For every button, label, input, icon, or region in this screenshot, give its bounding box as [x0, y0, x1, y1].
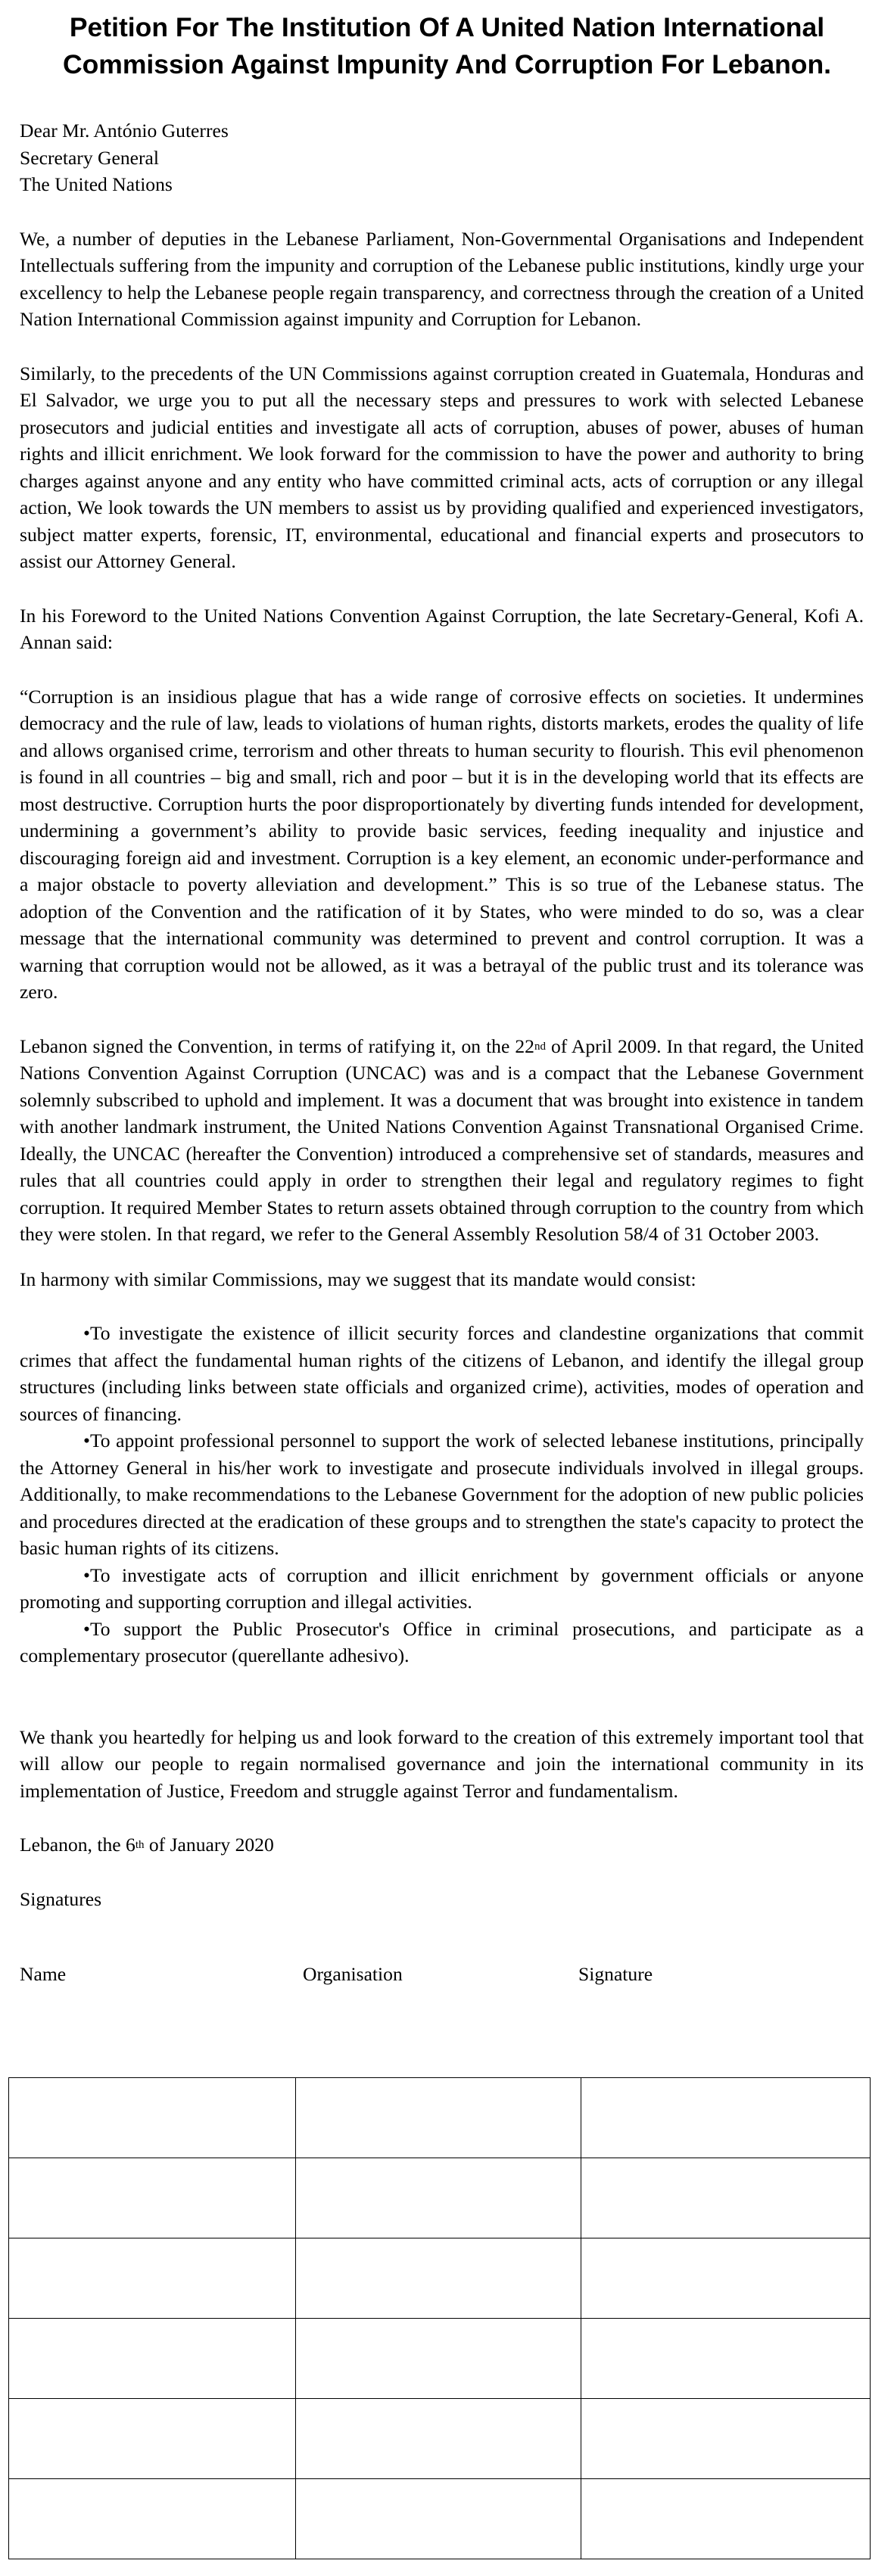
signature-cell[interactable] [581, 2238, 871, 2319]
title-line-1: Petition For The Institution Of A United Nation International [69, 12, 825, 42]
paragraph-intro: We, a number of deputies in the Lebanese Parliament, Non-Governmental Organisations and Independent Intellectuals suffering from the impunity and corruption of the Lebanese public institutions, kindly urge your excellency to help the Lebanese people regain transparency, and correctness through the creation of a United Nation International Commission against impunity and Corruption for Lebanon. [20, 227, 864, 330]
paragraph-quote: “Corruption is an insidious plague that has a wide range of corrosive effects on societies. It undermines democracy and the rule of law, leads to violations of human rights, distorts markets, erodes the quality of life and allows organised crime, terrorism and other threats to human security to flourish. This evil phenomenon is found in all countries – big and small, rich and poor – but it is in the developing world that its effects are most destructive. Corruption hurts the poor disproportionately by diverting funds intended for development, undermining a government’s ability to provide basic services, feeding inequality and injustice and discouraging foreign aid and investment. Corruption is a key element, an economic under-performance and a major obstacle to poverty alleviation and development.” This is so true of the Lebanese status. The adoption of the Convention and the ratification of it by States, who were minded to do so, was a clear message that the international community was determined to prevent and control corruption. It was a warning that corruption would not be allowed, as it was a betrayal of the public trust and its tolerance was zero. [20, 685, 864, 1003]
organisation-cell[interactable] [296, 2078, 581, 2158]
name-cell[interactable] [9, 2158, 296, 2238]
organisation-cell[interactable] [296, 2319, 581, 2399]
mandate-item: •To investigate acts of corruption and illicit enrichment by government officials or anyone promoting and supporting corruption and illegal activities. [20, 1563, 864, 1613]
signature-table [8, 2077, 871, 2559]
organisation-cell[interactable] [296, 2399, 581, 2479]
signature-row [9, 2078, 871, 2158]
date-text-b: of January 2020 [144, 1834, 274, 1856]
signature-cell[interactable] [581, 2078, 871, 2158]
column-header-name: Name [20, 1963, 67, 1985]
signature-table-header [20, 1961, 864, 1988]
title-block [30, 0, 864, 83]
signature-cell[interactable] [581, 2399, 871, 2479]
paragraph-closing: We thank you heartedly for helping us and look forward to the creation of this extremely important tool that will allow our people to regain normalised governance and join the international community in its implementation of Justice, Freedom and struggle against Terror and fundamentalism. [20, 1725, 864, 1802]
name-cell[interactable] [9, 2078, 296, 2158]
convention-text-a: Lebanon signed the Convention, in terms of ratifying it, on the 22 [20, 1034, 534, 1057]
column-header-signature: Signature [578, 1963, 653, 1985]
signature-cell[interactable] [581, 2479, 871, 2559]
signature-row [9, 2238, 871, 2319]
signature-row [9, 2158, 871, 2238]
mandate-item: •To support the Public Prosecutor's Office in criminal prosecutions, and participate as a complementary prosecutor (querellante adhesivo). [20, 1617, 864, 1666]
paragraph-convention [20, 1033, 864, 1248]
paragraph-precedents: Similarly, to the precedents of the UN Commissions against corruption created in Guatemala, Honduras and El Salvador, we urge you to put all the necessary steps and pressures to work with selected Lebanese prosecutors and judicial entities and investigate all acts of corruption, abuses of power, abuses of human rights and illicit enrichment. We look forward for the commission to have the power and authority to bring charges against anyone and any entity who have committed criminal acts, acts of corruption or any illegal action, We look towards the UN members to assist us by providing qualified and experienced investigators, subject matter experts, forensic, IT, environmental, educational and financial experts and prosecutors to assist our Attorney General. [20, 362, 864, 572]
convention-ordinal: nd [534, 1040, 546, 1053]
name-cell[interactable] [9, 2238, 296, 2319]
name-cell[interactable] [9, 2319, 296, 2399]
organisation-cell[interactable] [296, 2238, 581, 2319]
document-title [30, 0, 864, 83]
addressee-block [20, 117, 864, 198]
addressee-org: The United Nations [20, 173, 173, 195]
paragraph-mandate: In harmony with similar Commissions, may we suggest that its mandate would consist: [20, 1268, 696, 1290]
signature-row [9, 2399, 871, 2479]
date-text-a: Lebanon, the 6 [20, 1834, 136, 1856]
signature-cell[interactable] [581, 2158, 871, 2238]
convention-text-b: of April 2009. In that regard, the United Nations Convention Against Corruption (UNCAC) was and is a compact that the Lebanese Government solemnly subscribed to uphold and implement. It was a document that was brought into existence in tandem with another landmark instrument, the United Nations Convention Against Transnational Organised Crime. Ideally, the UNCAC (hereafter the Convention) introduced a comprehensive set of standards, measures and rules that all countries could apply in order to strengthen their legal and regulatory regimes to fight corruption. It required Member States to return assets obtained through corruption to the country from which they were stolen. In that regard, we refer to the General Assembly Resolution 58/4 of 31 October 2003. [20, 1034, 864, 1245]
salutation: Dear Mr. António Guterres [20, 120, 229, 142]
addressee-role: Secretary General [20, 146, 160, 169]
name-cell[interactable] [9, 2479, 296, 2559]
signature-cell[interactable] [581, 2319, 871, 2399]
title-line-2: Commission Against Impunity And Corruption For Lebanon. [62, 49, 831, 79]
signature-row [9, 2319, 871, 2399]
date-ordinal: th [135, 1839, 145, 1851]
organisation-cell[interactable] [296, 2479, 581, 2559]
mandate-item: •To appoint professional personnel to support the work of selected lebanese institutions, principally the Attorney General in his/her work to investigate and prosecute individuals involved in illegal groups. Additionally, to make recommendations to the Lebanese Government for the adoption of new public policies and procedures directed at the eradication of these groups and to strengthen the state's capacity to protect the basic human rights of its citizens. [20, 1430, 864, 1559]
name-cell[interactable] [9, 2399, 296, 2479]
signature-table-body [9, 2078, 871, 2559]
signature-row [9, 2479, 871, 2559]
mandate-list [20, 1320, 864, 1669]
paragraph-foreword: In his Foreword to the United Nations Convention Against Corruption, the late Secretary-General, Kofi A. Annan said: [20, 604, 864, 653]
organisation-cell[interactable] [296, 2158, 581, 2238]
mandate-item: •To investigate the existence of illicit security forces and clandestine organizations that commit crimes that affect the fundamental human rights of the citizens of Lebanon, and identify the illegal group structures (including links between state officials and organized crime), activities, modes of operation and sources of financing. [20, 1322, 864, 1425]
signatures-label: Signatures [20, 1887, 102, 1910]
column-header-organisation: Organisation [303, 1963, 403, 1985]
date-line [20, 1831, 864, 1859]
